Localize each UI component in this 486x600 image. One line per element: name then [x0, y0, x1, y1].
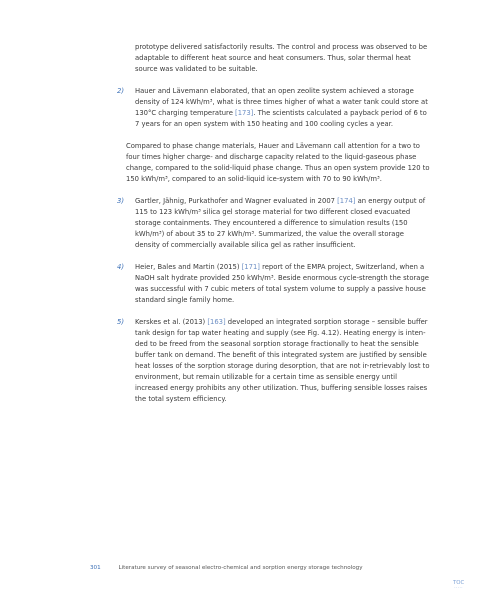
toc-dots-icon: ····· — [454, 585, 464, 590]
item-2-continuation — [126, 141, 431, 185]
citation-link[interactable]: [163] — [207, 318, 226, 326]
item-2-text: Hauer and Lävemann elaborated, that an open zeolite system achieved a storage density of 124 kWh/m³, what is three times higher of what a water tank could store at 130°C charging temperature [173]. The scientists calculated a payback period of 6 to 7 years for an open system with 150 heating and 100 cooling cycles a year. — [135, 87, 428, 128]
page-footer — [90, 565, 363, 571]
toc-label: TOC — [453, 580, 465, 586]
item-number: 3) — [117, 197, 124, 205]
item-4-text: Heier, Bales and Martin (2015) [171] report of the EMPA project, Switzerland, when a NaOH salt hydrate provided 250 kWh/m³. Beside enormous cycle-strength the storage was successful with 7 cubic meters of total system volume to supply a passive house standard single family home. — [135, 263, 429, 304]
intro-text: prototype delivered satisfactorily results. The control and process was observed to be adaptable to different heat source and heat consumers. Thus, solar thermal heat source was validated to be suitable. — [135, 43, 428, 73]
list-item-3 — [117, 196, 431, 251]
intro-paragraph — [126, 42, 431, 75]
running-title: Literature survey of seasonal electro-chemical and sorption energy storage technology — [118, 565, 363, 571]
item-3-text: Gartler, Jähnig, Purkathofer and Wagner evaluated in 2007 [174] an energy output of 115 to 123 kWh/m³ silica gel storage material for two different closed evacuated storage containments. They encountered a difference to simulation results (150 kWh/m³) of about 35 to 27 kWh/m³. Summarized, the value the overall storage density of commercially available silica gel as rather insufficient. — [135, 197, 426, 249]
item-2-continuation-text: Compared to phase change materials, Hauer and Lävemann call attention for a two to four times higher charge- and discharge capacity related to the liquid-gaseous phase change, compared to the solid-liquid phase change. Thus an open system provide 120 to 150 kWh/m³, compared to an solid-liquid ice-system with 70 to 90 kWh/m³. — [126, 142, 430, 183]
page-number: 301 — [90, 565, 101, 571]
citation-link[interactable]: [173] — [235, 109, 254, 117]
list-item-5 — [117, 317, 431, 405]
toc-link[interactable] — [453, 580, 464, 590]
list-item-2 — [117, 86, 431, 130]
item-number: 2) — [117, 87, 124, 95]
citation-link[interactable]: [171] — [241, 263, 260, 271]
item-number: 5) — [117, 318, 124, 326]
main-text — [117, 42, 431, 416]
item-number: 4) — [117, 263, 124, 271]
list-item-4 — [117, 262, 431, 306]
citation-link[interactable]: [174] — [337, 197, 356, 205]
item-5-text: Kerskes et al. (2013) [163] developed an integrated sorption storage – sensible buffer tank design for tap water heating and supply (see Fig. 4.12). Heating energy is inten-ded to be freed from the seasonal sorption storage fractionally to heat the sensible buffer tank on demand. The benefit of this integrated system are justified by sensible heat losses of the sorption storage during desorption, that are not ir-retrievably lost to environment, but remain utilizable for a certain time as sensible energy until increased energy prohibits any other utilization. Thus, buffering sensible losses raises the total system efficiency. — [135, 318, 430, 403]
